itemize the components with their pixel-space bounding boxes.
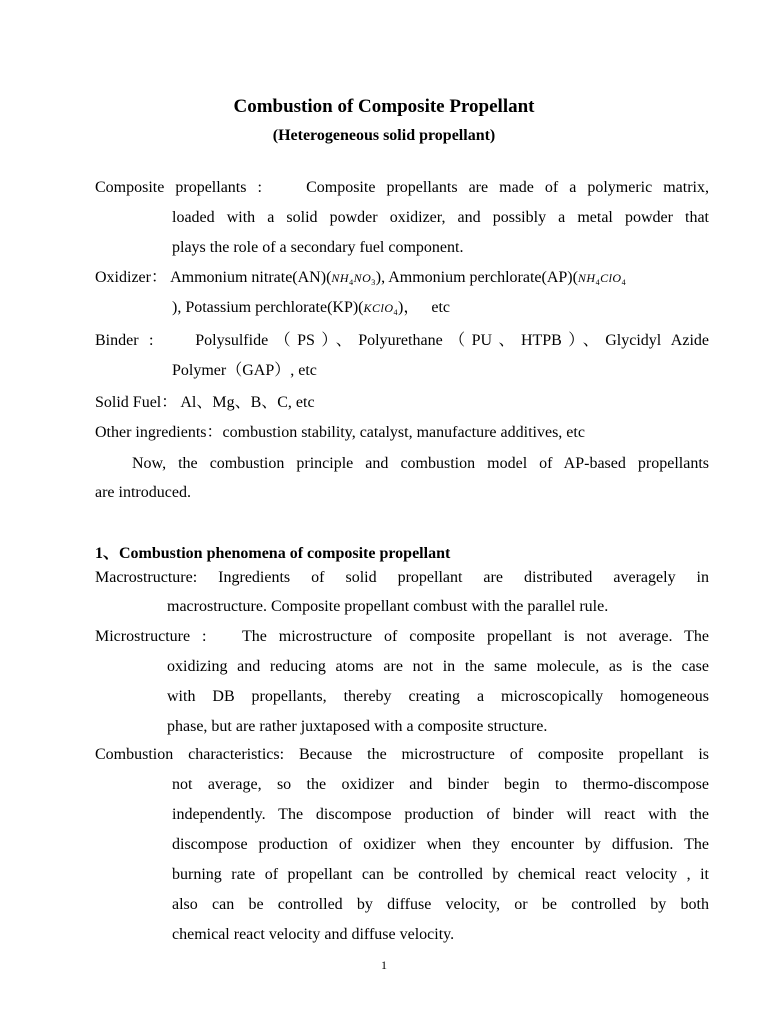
page-title: Combustion of Composite Propellant [233, 96, 535, 117]
intro-line-1: Now, the combustion principle and combustion model of AP-based propellants [132, 455, 709, 472]
composite-continuation [172, 203, 709, 263]
composite-line-1: Composite propellants : Composite propellants are made of a polymeric matrix, [95, 179, 709, 196]
oxidizer-line-2-text: ), Potassium perchlorate(KP)( [172, 299, 364, 316]
page-number: 1 [381, 958, 387, 972]
page-subtitle: (Heterogeneous solid propellant) [272, 127, 496, 144]
binder-paragraph [95, 326, 709, 356]
combustion-paragraph [95, 740, 709, 770]
combustion-line-2: not average, so the oxidizer and binder begin to thermo-discompose [172, 776, 709, 793]
macro-continuation [167, 592, 709, 622]
composite-paragraph [95, 173, 709, 203]
composite-line-3: plays the role of a secondary fuel component. [172, 239, 464, 256]
combustion-line-4: discompose production of oxidizer when they encounter by diffusion. The [172, 836, 709, 853]
combustion-continuation [172, 770, 709, 950]
micro-line-3: with DB propellants, thereby creating a microscopically homogeneous [167, 688, 709, 705]
macro-paragraph [95, 563, 709, 593]
oxidizer-prefix: Oxidizer： Ammonium nitrate(AN)( [95, 269, 332, 286]
other-ingredients-line: Other ingredients：combustion stability, catalyst, manufacture additives, etc [95, 424, 585, 441]
combustion-line-3: independently. The discompose production of binder will react with the [172, 806, 709, 823]
micro-line-1: Microstructure : The microstructure of composite propellant is not average. The [95, 628, 709, 645]
combustion-line-1: Combustion characteristics: Because the microstructure of composite propellant is [95, 746, 709, 763]
section-heading-1: 1、Combustion phenomena of composite propellant [95, 545, 451, 562]
formula-ammonium-nitrate: $NH_4NO_3$ [331, 271, 376, 287]
solid-fuel-line: Solid Fuel： Al、Mg、B、C, etc [95, 394, 315, 411]
combustion-line-5: burning rate of propellant can be controlled by chemical react velocity , it [172, 866, 709, 883]
micro-paragraph [95, 622, 709, 652]
oxidizer-mid: ), Ammonium perchlorate(AP)( [375, 269, 578, 286]
formula-ammonium-perchlorate: $NH_4ClO_4$ [577, 271, 627, 287]
macro-line-1: Macrostructure: Ingredients of solid propellant are distributed averagely in [95, 569, 709, 586]
macro-line-2: macrostructure. Composite propellant combust with the parallel rule. [167, 598, 609, 615]
combustion-line-7: chemical react velocity and diffuse velocity. [172, 926, 455, 943]
micro-continuation [167, 652, 709, 742]
intro-paragraph [132, 449, 709, 479]
binder-continuation [172, 356, 709, 386]
oxidizer-line-2 [172, 293, 709, 328]
binder-line-2: Polymer（GAP）, etc [172, 362, 317, 379]
oxidizer-etc: )， etc [398, 299, 451, 316]
micro-line-2: oxidizing and reducing atoms are not in the same molecule, as is the case [167, 658, 709, 675]
micro-line-4: phase, but are rather juxtaposed with a composite structure. [167, 718, 548, 735]
formula-potassium-perchlorate: KClO$_4$ [363, 301, 399, 317]
composite-line-2: loaded with a solid powder oxidizer, and possibly a metal powder that [172, 209, 709, 226]
intro-line-2: are introduced. [95, 484, 191, 501]
binder-line-1: Binder : Polysulfide（PS）、Polyurethane（PU、HTPB）、Glycidyl Azide [95, 332, 709, 349]
combustion-line-6: also can be controlled by diffuse velocity, or be controlled by both [172, 896, 709, 913]
